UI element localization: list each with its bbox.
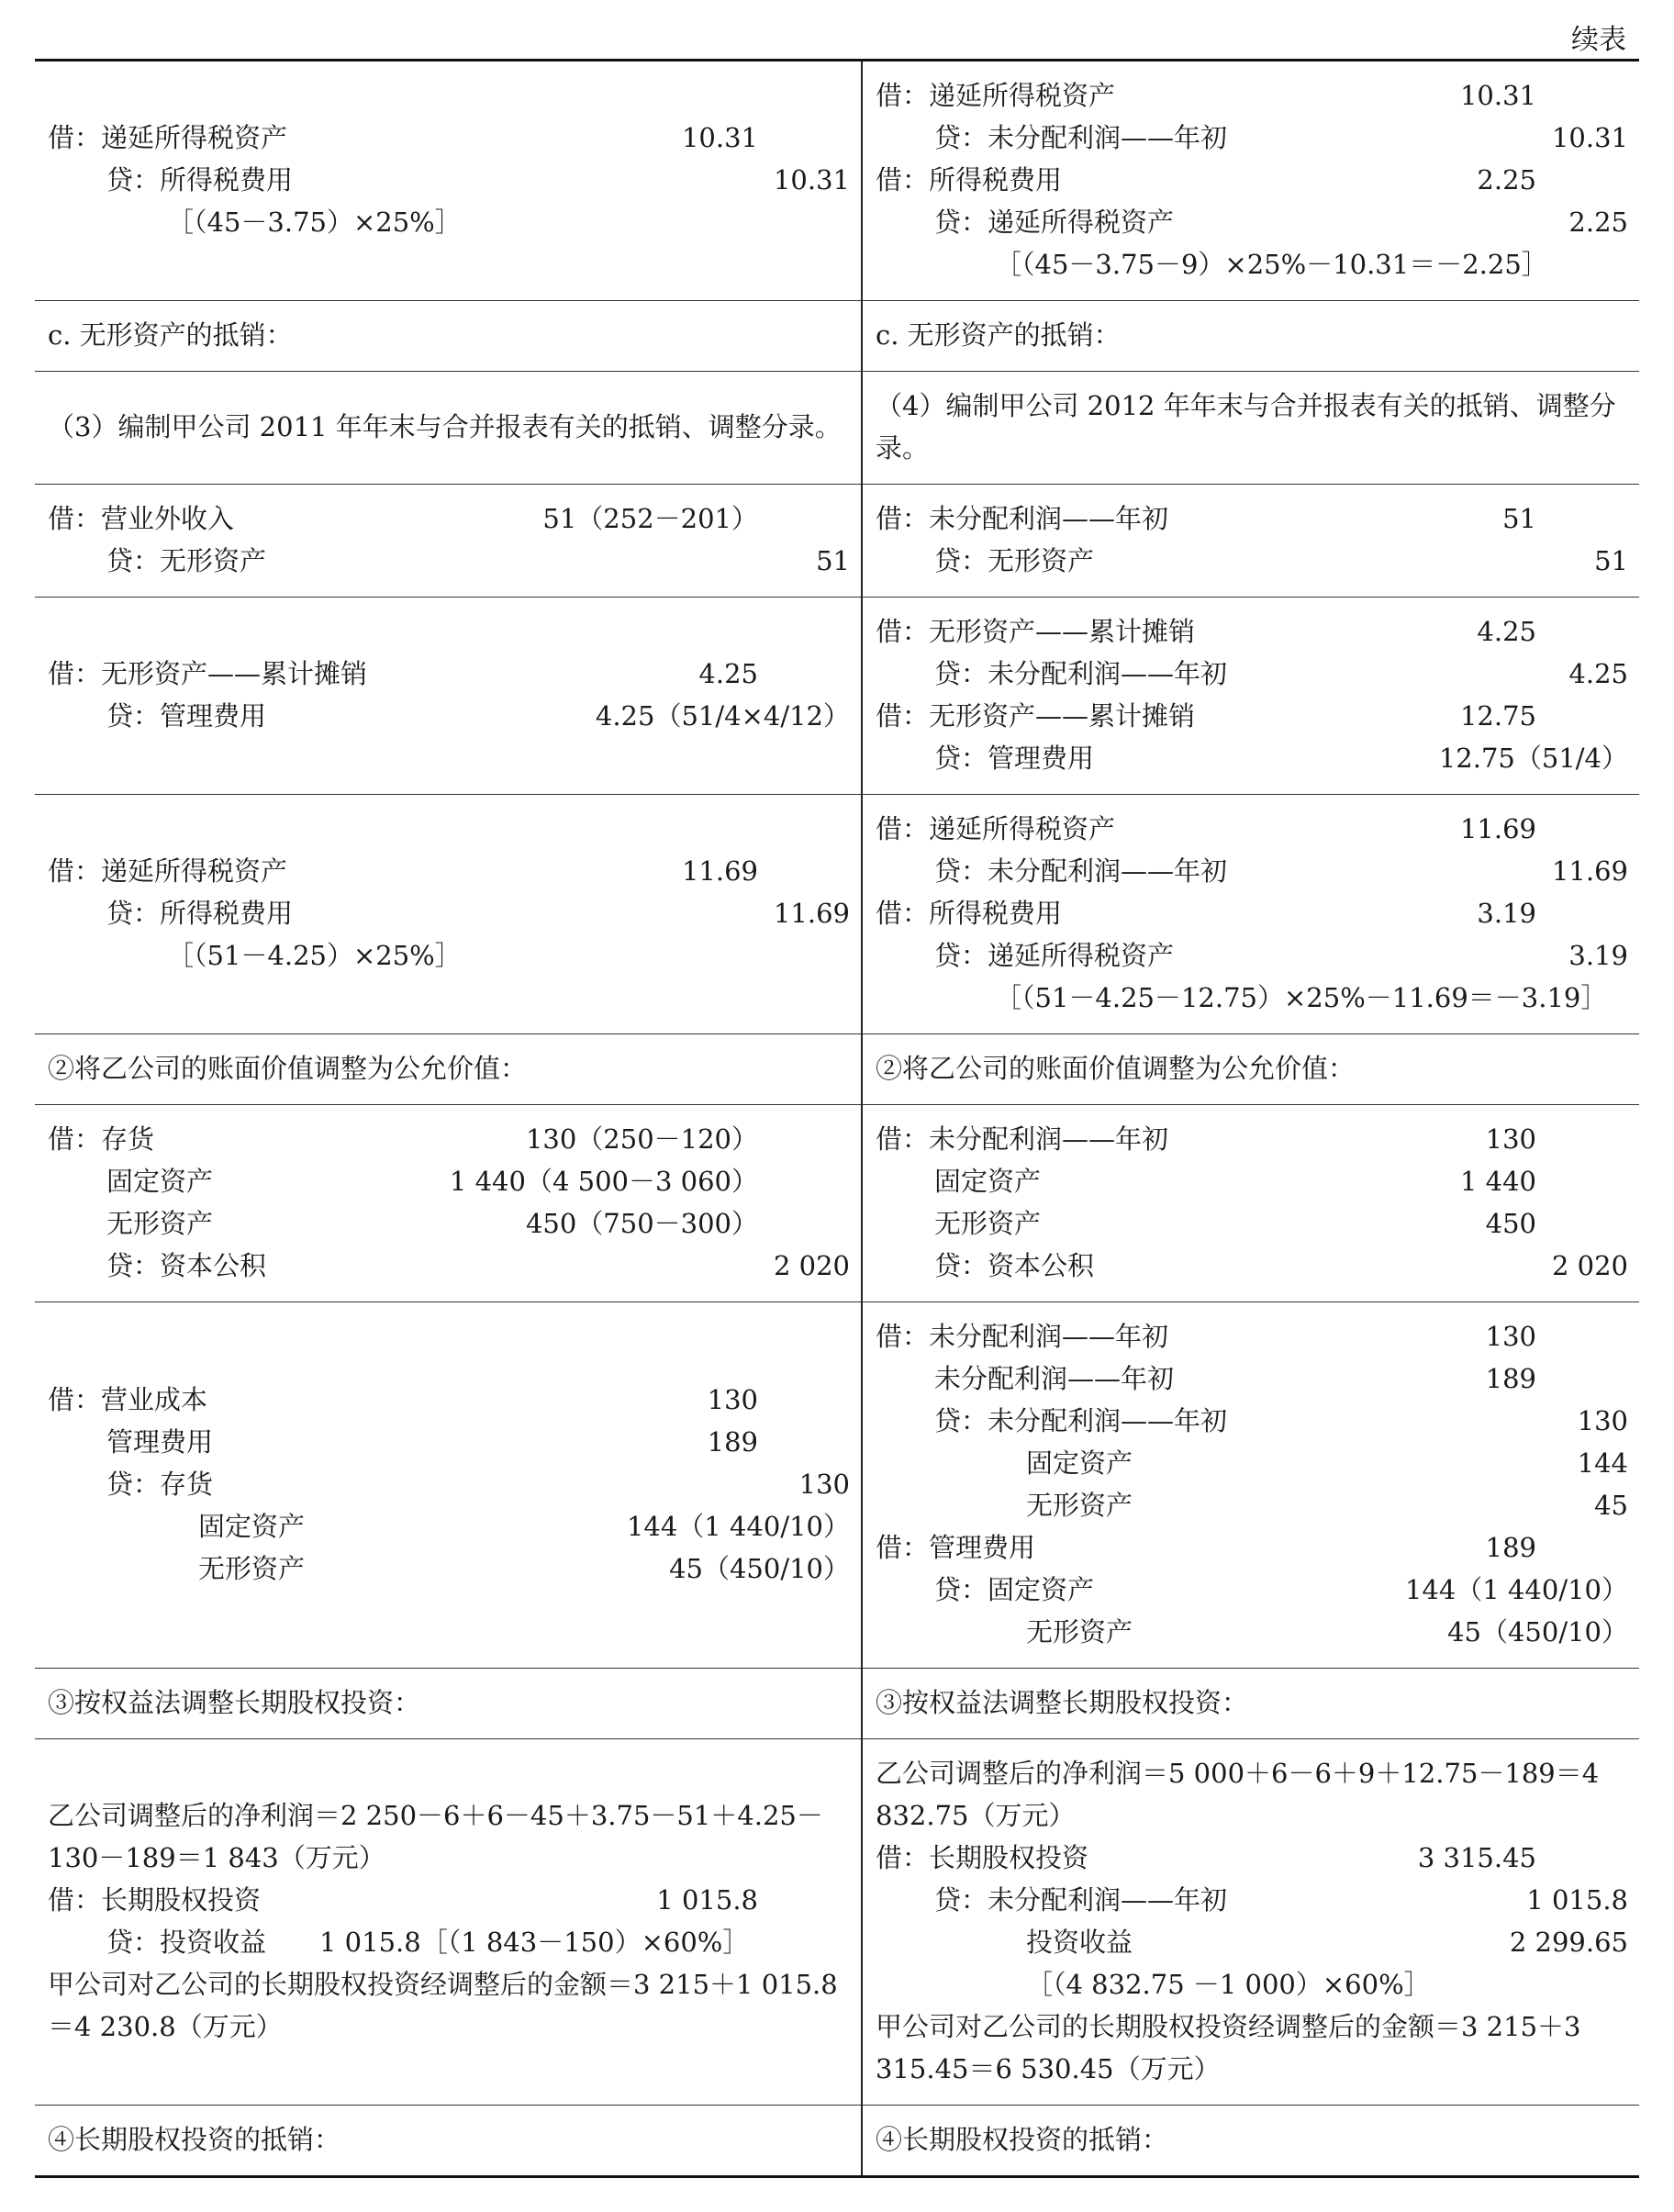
entry-amount: 1 440 [1459, 1166, 1536, 1197]
entry-amount: 4.25 [1477, 616, 1536, 647]
right-column-cell [862, 372, 1639, 485]
entry-text: 无形资产 [198, 1553, 306, 1584]
entry-line [876, 850, 1628, 892]
entry-line [48, 117, 850, 159]
entry-text: c. 无形资产的抵销： [48, 319, 293, 351]
entry-amount: 4.25 [1568, 658, 1628, 689]
entry-text: 贷：管理费用 [934, 743, 1095, 774]
entry-text: 无形资产 [934, 1208, 1042, 1239]
entry-amount: 3.19 [1477, 898, 1536, 929]
entry-text: 固定资产 [106, 1166, 214, 1197]
entry-line [876, 1118, 1628, 1160]
continued-table-label: 续表 [1571, 24, 1626, 56]
left-column-cell [35, 1669, 862, 1739]
entry-line [876, 934, 1628, 977]
entry-amount: 11.69 [773, 898, 850, 929]
right-column-cell [862, 598, 1639, 795]
entry-text: ②将乙公司的账面价值调整为公允价值： [48, 1053, 528, 1084]
entry-text: 借：未分配利润——年初 [876, 1123, 1169, 1155]
entry-text: 贷：投资收益 1 015.8［（1 843－150）×60%］ [106, 1927, 750, 1958]
entry-text: 借：存货 [48, 1123, 155, 1155]
entry-line: 乙公司调整后的净利润＝2 250－6＋6－45＋3.75－51＋4.25－130－189＝1 843（万元） [48, 1800, 823, 1873]
left-column-cell [35, 1105, 862, 1302]
entry-amount: 4.25（51/4×4/12） [595, 700, 850, 732]
entry-amount: 12.75（51/4） [1438, 743, 1628, 774]
entry-amount: 144（1 440/10） [1404, 1574, 1628, 1605]
entry-line [876, 808, 1628, 850]
entry-text: 借：管理费用 [876, 1532, 1036, 1563]
entry-text: 借：无形资产——累计摊销 [876, 616, 1196, 647]
left-column-cell [35, 485, 862, 598]
entry-text: 贷：所得税费用 [106, 898, 294, 929]
entry-amount: 4.25 [698, 658, 758, 689]
entry-line: （3）编制甲公司 2011 年年末与合并报表有关的抵销、调整分录。 [48, 411, 842, 442]
entry-text: ③按权益法调整长期股权投资： [876, 1687, 1249, 1718]
table-row [35, 301, 1639, 372]
entry-line [876, 1921, 1628, 1963]
entry-line [876, 695, 1628, 737]
entry-text: 未分配利润——年初 [934, 1363, 1175, 1394]
entry-line [876, 1315, 1628, 1357]
entry-text: ［（4 832.75 －1 000）×60%］ [1026, 1969, 1431, 2000]
entry-text: 借：营业外收入 [48, 503, 235, 534]
entry-line [48, 1118, 850, 1160]
entry-amount: 130（250－120） [525, 1123, 758, 1155]
entry-line [876, 159, 1628, 201]
table-row [35, 1034, 1639, 1105]
entry-line [48, 1681, 850, 1724]
entry-amount: 2 020 [1551, 1250, 1628, 1281]
entry-line [48, 201, 850, 243]
entry-amount: 51 [1502, 503, 1536, 534]
entry-line [876, 201, 1628, 243]
entry-amount: 3.19 [1568, 940, 1628, 971]
entry-text: 借：长期股权投资 [48, 1884, 262, 1916]
right-column-cell [862, 2106, 1639, 2177]
table-row [35, 1669, 1639, 1739]
entry-text: 借：未分配利润——年初 [876, 503, 1169, 534]
entry-amount: 10.31 [1551, 122, 1628, 153]
entry-line [876, 1963, 1628, 2005]
entry-amount: 189 [1485, 1363, 1536, 1394]
entry-line [876, 1879, 1628, 1921]
entry-line [48, 1245, 850, 1287]
entry-line [48, 1421, 850, 1463]
entry-line [48, 1463, 850, 1505]
entry-text: 贷：无形资产 [934, 545, 1095, 576]
entry-line [876, 1837, 1628, 1879]
entry-line [876, 1484, 1628, 1526]
entry-line [876, 610, 1628, 653]
entry-amount: 51 [816, 545, 850, 576]
entry-text: 无形资产 [106, 1208, 214, 1239]
entry-text: 借：递延所得税资产 [876, 80, 1116, 111]
entry-line [48, 850, 850, 892]
entry-line [876, 1526, 1628, 1569]
right-column-cell [862, 795, 1639, 1034]
entry-line [876, 497, 1628, 540]
entry-text: ③按权益法调整长期股权投资： [48, 1687, 421, 1718]
entry-amount: 3 315.45 [1417, 1842, 1536, 1873]
left-column-cell [35, 372, 862, 485]
entry-line [876, 1202, 1628, 1245]
journal-entries-table [35, 59, 1639, 2178]
left-column-cell [35, 795, 862, 1034]
entry-amount: 450 [1485, 1208, 1536, 1239]
entry-text: 无形资产 [1026, 1490, 1133, 1521]
table-row [35, 1302, 1639, 1669]
entry-text: c. 无形资产的抵销： [876, 319, 1121, 351]
entry-text: 借：所得税费用 [876, 898, 1063, 929]
entry-line: 甲公司对乙公司的长期股权投资经调整后的金额＝3 215＋1 015.8＝4 230.8（万元） [48, 1969, 838, 2042]
right-column-cell [862, 1669, 1639, 1739]
entry-amount: 12.75 [1459, 700, 1536, 732]
entry-text: 固定资产 [934, 1166, 1042, 1197]
entry-amount: 11.69 [1459, 813, 1536, 844]
entry-line [48, 1379, 850, 1421]
left-column-cell [35, 61, 862, 301]
entry-text: 贷：存货 [106, 1469, 214, 1500]
entry-text: 固定资产 [1026, 1447, 1133, 1479]
entry-text: ［（45－3.75－9）×25%－10.31＝－2.25］ [995, 249, 1548, 280]
entry-amount: 450（750－300） [525, 1208, 758, 1239]
right-column-cell [862, 1302, 1639, 1669]
entry-amount: 51（252－201） [542, 503, 758, 534]
entry-line [876, 1357, 1628, 1400]
entry-line [48, 695, 850, 737]
entry-text: 借：营业成本 [48, 1384, 208, 1415]
entry-text: 贷：未分配利润——年初 [934, 1405, 1228, 1436]
entry-amount: 11.69 [681, 855, 758, 887]
right-column-cell [862, 61, 1639, 301]
entry-line [48, 497, 850, 540]
entry-text: 贷：未分配利润——年初 [934, 658, 1228, 689]
entry-text: 贷：未分配利润——年初 [934, 1884, 1228, 1916]
entry-text: 投资收益 [1026, 1927, 1133, 1958]
entry-line [48, 1202, 850, 1245]
entry-line [876, 653, 1628, 695]
entry-amount: 144 [1577, 1447, 1628, 1479]
entry-line [876, 1611, 1628, 1653]
table-row [35, 61, 1639, 301]
entry-text: 贷：递延所得税资产 [934, 207, 1175, 238]
entry-line [876, 1681, 1628, 1724]
entry-line [876, 1245, 1628, 1287]
entry-text: 无形资产 [1026, 1616, 1133, 1648]
entry-line [48, 1160, 850, 1202]
entry-line [876, 2118, 1628, 2161]
table-row [35, 1739, 1639, 2106]
entry-text: 借：无形资产——累计摊销 [48, 658, 368, 689]
entry-line [48, 1047, 850, 1089]
entry-line [876, 243, 1628, 285]
entry-text: 借：长期股权投资 [876, 1842, 1089, 1873]
entry-text: 借：所得税费用 [876, 164, 1063, 196]
entry-text: 贷：递延所得税资产 [934, 940, 1175, 971]
entry-amount: 189 [1485, 1532, 1536, 1563]
entry-amount: 2 299.65 [1509, 1927, 1628, 1958]
entry-line: （4）编制甲公司 2012 年年末与合并报表有关的抵销、调整分录。 [876, 390, 1616, 464]
table-row [35, 372, 1639, 485]
entry-line: 乙公司调整后的净利润＝5 000＋6－6＋9＋12.75－189＝4 832.75（万元） [876, 1758, 1600, 1831]
entry-text: 管理费用 [106, 1426, 214, 1458]
right-column-cell [862, 1034, 1639, 1105]
entry-amount: 144（1 440/10） [626, 1511, 850, 1542]
right-column-cell [862, 1105, 1639, 1302]
entry-text: 借：无形资产——累计摊销 [876, 700, 1196, 732]
entry-line [876, 737, 1628, 779]
entry-amount: 10.31 [1459, 80, 1536, 111]
left-column-cell [35, 1034, 862, 1105]
entry-line [48, 892, 850, 934]
journal-entries-body [35, 61, 1639, 2177]
entry-line [48, 1505, 850, 1547]
entry-line: 甲公司对乙公司的长期股权投资经调整后的金额＝3 215＋3 315.45＝6 530.45（万元） [876, 2011, 1581, 2084]
entry-amount: 130 [707, 1384, 758, 1415]
entry-line [48, 934, 850, 977]
entry-amount: 45 [1594, 1490, 1628, 1521]
entry-amount: 1 015.8 [656, 1884, 758, 1916]
entry-line [876, 117, 1628, 159]
entry-line [876, 1569, 1628, 1611]
left-column-cell [35, 2106, 862, 2177]
table-row [35, 795, 1639, 1034]
entry-amount: 130 [1577, 1405, 1628, 1436]
entry-amount: 2.25 [1568, 207, 1628, 238]
entry-text: 借：递延所得税资产 [876, 813, 1116, 844]
entry-text: ④长期股权投资的抵销： [876, 2124, 1169, 2155]
entry-text: 贷：无形资产 [106, 545, 267, 576]
entry-text: 固定资产 [198, 1511, 306, 1542]
entry-line [876, 314, 1628, 356]
left-column-cell [35, 1302, 862, 1669]
entry-line [876, 540, 1628, 582]
entry-amount: 10.31 [773, 164, 850, 196]
entry-line [48, 159, 850, 201]
entry-line [876, 1160, 1628, 1202]
right-column-cell [862, 485, 1639, 598]
entry-text: 贷：管理费用 [106, 700, 267, 732]
entry-amount: 1 440（4 500－3 060） [449, 1166, 758, 1197]
entry-line [876, 1400, 1628, 1442]
entry-amount: 45（450/10） [669, 1553, 850, 1584]
entry-amount: 189 [707, 1426, 758, 1458]
entry-line [48, 314, 850, 356]
entry-text: 借：递延所得税资产 [48, 855, 288, 887]
entry-line [876, 1047, 1628, 1089]
entry-line [48, 1921, 850, 1963]
entry-text: 贷：固定资产 [934, 1574, 1095, 1605]
entry-line [48, 1879, 850, 1921]
entry-line [48, 653, 850, 695]
entry-line [48, 1547, 850, 1590]
entry-amount: 10.31 [681, 122, 758, 153]
entry-text: 贷：未分配利润——年初 [934, 855, 1228, 887]
entry-text: 借：递延所得税资产 [48, 122, 288, 153]
entry-amount: 130 [1485, 1321, 1536, 1352]
entry-line [876, 1442, 1628, 1484]
entry-text: 贷：资本公积 [106, 1250, 267, 1281]
entry-text: 贷：所得税费用 [106, 164, 294, 196]
entry-amount: 2 020 [773, 1250, 850, 1281]
entry-amount: 45（450/10） [1447, 1616, 1628, 1648]
right-column-cell [862, 301, 1639, 372]
entry-amount: 51 [1594, 545, 1628, 576]
entry-line [876, 977, 1628, 1019]
left-column-cell [35, 598, 862, 795]
entry-text: 贷：资本公积 [934, 1250, 1095, 1281]
entry-amount: 11.69 [1551, 855, 1628, 887]
entry-line [876, 74, 1628, 117]
entry-text: ④长期股权投资的抵销： [48, 2124, 341, 2155]
entry-amount: 1 015.8 [1526, 1884, 1628, 1916]
right-column-cell [862, 1739, 1639, 2106]
entry-text: ［（51－4.25）×25%］ [167, 940, 462, 971]
entry-text: ［（51－4.25－12.75）×25%－11.69＝－3.19］ [995, 982, 1608, 1013]
entry-amount: 130 [1485, 1123, 1536, 1155]
table-row [35, 2106, 1639, 2177]
entry-line [48, 540, 850, 582]
entry-amount: 2.25 [1477, 164, 1536, 196]
entry-text: ②将乙公司的账面价值调整为公允价值： [876, 1053, 1356, 1084]
entry-text: 贷：未分配利润——年初 [934, 122, 1228, 153]
table-row [35, 485, 1639, 598]
left-column-cell [35, 1739, 862, 2106]
table-row [35, 598, 1639, 795]
entry-text: 借：未分配利润——年初 [876, 1321, 1169, 1352]
entry-amount: 130 [798, 1469, 850, 1500]
table-row [35, 1105, 1639, 1302]
entry-line [876, 892, 1628, 934]
entry-line [48, 2118, 850, 2161]
left-column-cell [35, 301, 862, 372]
entry-text: ［（45－3.75）×25%］ [167, 207, 462, 238]
